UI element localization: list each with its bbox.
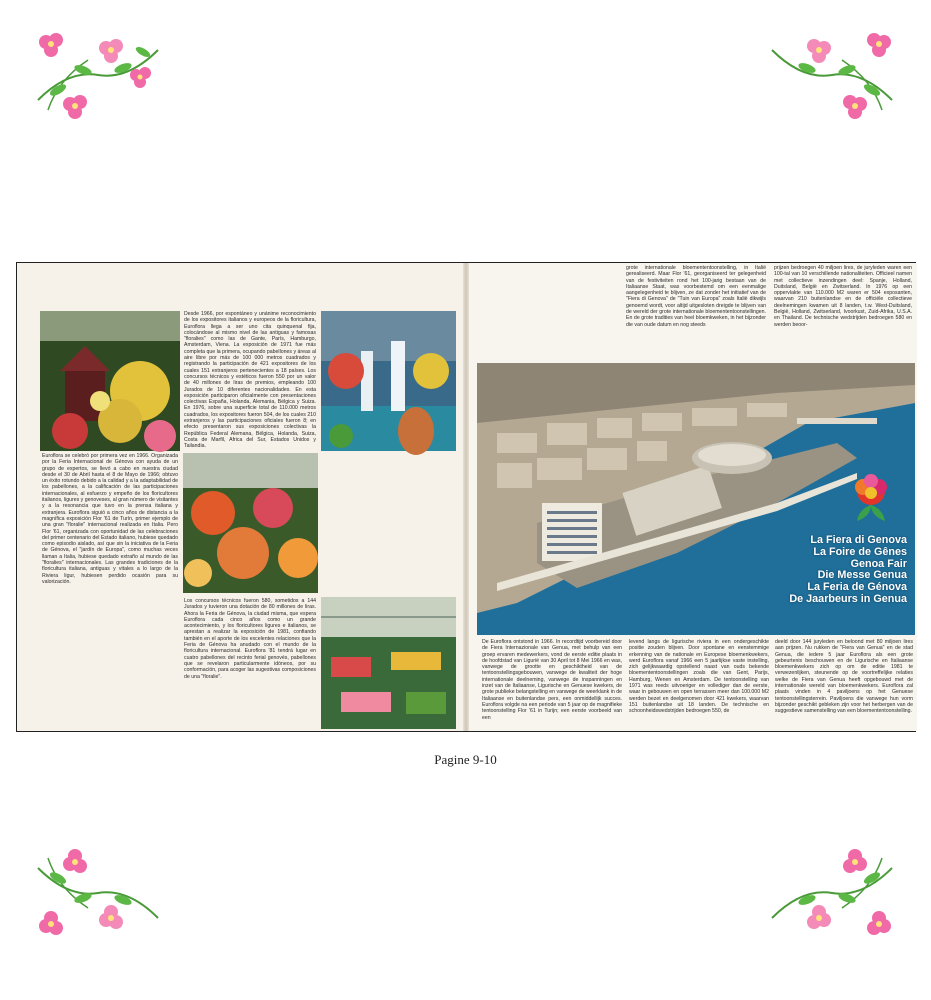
magazine-spread — [16, 262, 916, 732]
paragraph: grote internationale bloemententoonstelling, in Italië gerealiseerd. Maar Flor '61, georganiseerd ter gelegenheid van de festiviteiten rond het 100-jarig bestaan van de Italiaanse Staat, was voorbestemd om een eenmalige aangelegenheid te blijven, ze dat zonder het initiatief van de "Fiera di Genova" de "Tuin van Europa" zoals Italië dikwijls genoemd wordt, voor altijd uitgesloten dreigde te blijven van de wereld der grote internationale bloemententoonstellingen. En de grote tradities van heel bloemkweken, in het bijzonder die van oude datum en nog steeds — [626, 265, 766, 328]
fiera-flower-logo — [849, 473, 893, 525]
flower-corner-ornament-top-left — [28, 30, 168, 140]
paragraph: levend langs de ligurische riviera in een ondergeschikte positie zouden blijven. Door spontane en eenstemmige erkenning van de nationale en Europese bloemenkwekers, werd Euroflora vanaf 1966 een 5 jaarlijkse vaste instelling, zich gelijkwaardig opstellend naast van ouds bekende bloemententoonstellingen zoals die van Gent, Parijs, Hamburg, Wenen en Amsterdam. De tentoonstelling van 1971 was reeds uitvoeriger en vollediger dan de eerste, waar in gebouwen en open terrassen meer dan 100.000 M2 werden bezet en deelgenomen door 421 kwekers, waarvan 151 buitenlandse uit 18 landen. De technische en schoonheidswedstrijden bedroegen 550, de — [629, 639, 769, 715]
text-column-bottom-3 — [775, 639, 913, 729]
text-column-top-1 — [626, 265, 766, 361]
text-column-bottom-2 — [629, 639, 769, 729]
fair-title-german: Die Messe Genua — [817, 569, 907, 582]
fair-title-dutch: De Jaarbeurs in Genua — [789, 592, 907, 605]
fair-title-english: Genoa Fair — [850, 557, 907, 570]
fair-title-spanish: La Feria de Génova — [807, 581, 907, 594]
page-gutter — [463, 263, 469, 731]
paragraph: Desde 1966, por espontáneo y unánime reconocimiento de los expositores italianos y europeos de la floricultura, Euroflora llega a ser uno cita quinquenal fija, colocándose al mismo nivel de las antiguas y famosas "floralies" como las de Gante, París, Hamburgo, Amsterdam, Viena. La exposición de 1971 fue más completa que la primera, ocupando pabellones y áreas al aire libre por más de 100 000 metros cuadrados y registrando la participación de 421 expositores de los cuales 151 extranjeros pertenecientes a 18 países. Los concursos técnicos y estéticos fueron 550 por un valor de 40 millones de liras de premios, empleando 100 Jurados de 10 diferentes nacionalidades. En esta exposición participaron oficialmente con presentaciones colectivas España, Holanda, Alemania, Bélgica y Suiza. En 1976, sobre una superficie total de 110.000 metros cuadrados, los expositores fueron 504, de los cuales 210 extranjeros y las participaciones oficiales fueron 8; en efecto presentaron sus exposiciones colectivas la República Federal Alemana, Bélgica, Holanda, Suiza, Costa de Marfil, Africa del Sur, Estados Unidos y Tailandia. — [184, 311, 316, 450]
aerial-photo-genoa-fair — [477, 363, 915, 635]
flower-corner-ornament-bottom-right — [762, 828, 902, 938]
paragraph: De Euroflora ontstond in 1966. In recordtijd voorbereid door de Fiera Internazionale van Genua, met behulp van een groep ervaren medewerkers, vond de eerste editie plaats in de hoofdstad van Ligurië van 30 April tot 8 Mei 1966 en was, vanwege de grootte en geschiktheid van de tentoonstellingsgebouwen, vanwege de kwaliteit der hoge internationale deelneming, vanwege de inspanningen en inzet van de Italiaanse, Ligurische en Genuese kwekers, de grote publieke belangstelling en vanwege de weerklank in de Italiaanse en buitenlandse pers, een onmiddellijk succes. Euroflora volgde na een periode van 5 jaar op de magnifieke tentoonstelling Flor '61 in Turijn; een eerste voorbeeld van een — [482, 639, 622, 721]
text-column-bottom-1 — [482, 639, 622, 729]
flower-corner-ornament-bottom-left — [28, 828, 168, 938]
flower-corner-ornament-top-right — [762, 30, 902, 140]
paragraph: deeld door 144 juryleden en beloond met 80 miljoen lires aan prijzen. Nu rukken de "Fiera van Genua" en de stad Genua, die iedere 5 jaar Euroflora als een grote gebeurtenis beschouwen en de Ligurische en Italiaanse bloemenkwekers zich op om de editie 1981 te verwezenlijken, steunende op de voortreffelijke relaties welke de Fiera van Genua heeft opgebouwd met de internationale wereld van bloemenkwekers. Euroflora zal plaats vinden in 4 paviljoens op het Genuese tentoonstellingsterrein. Paviljoens die vanwege hun vorm bijzonder geschikt gebleken zijn voor het herbergen van de suggestieve samenstelling van een bloemententoonstelling. — [775, 639, 913, 715]
paragraph: Euroflora se celebró por primera vez en 1966. Organizada por la Feria Internacional de Génova con ayuda de un grupo de expertos, se llevó a cabo en nuestra ciudad desde el 30 de Abril hasta el 8 de Mayo de 1966; obtuvo un éxito rotundo debido a la calidad y a la adaptabilidad de los pabellones, a la calificación de las participaciones internacionales, al esfuerzo y empeño de los floricultores italianos, ligures y genoveses, al gran número de visitantes y a la resonancia que tuvo en la prensa italiana y extranjera. Euroflora siguió a cinco años de distancia a la magnífica exposición Flor '61 de Turín, primer ejemplo de una gran "floralie" internacional realizada en Italia. Pero Flor '61, organizada con oportunidad de las celebraciones del primer centenario del Estado italiano, hubiese quedado como episodio aislado, así que sin la iniciativa de la Feria de Génova, el "jardín de Europa", como muchas veces llaman a Italia, hubiese quedado extraño al mundo de las "floralies" internacionales. Las grandes tradiciones de la floricultura italiana, antiguas y vitales a lo largo de la Riviera ligur, hubiesen perdido ocasión para su valorización. — [42, 453, 178, 585]
photo-greenhouse-garden — [321, 597, 456, 729]
text-column-top — [184, 311, 316, 450]
photo-fountain-garden — [321, 311, 456, 451]
text-column-bottom — [184, 598, 316, 696]
paragraph: prijzen bedroegen 40 miljoen lires, de juryleden waren een 100-tal van 10 verschillende nationaliteiten. Officieel namen met collectieve inzendingen deel: Spanje, Holland, Duitsland, België en Zwitserland. In 1976 op een oppervlakte van 110.000 M2 waren er 504 exposanten, waarvan 210 buitenlandse en de officiële collectieve deelnemingen kwamen uit 8 landen, t.w. West-Duitsland, België, Holland, Zwitserland, Ivoorkust, Zuid-Afrika, U.S.A. en Thailand. De technische wedstrijden bedroegen 580 en werden beoor- — [774, 265, 912, 328]
page-caption: Pagine 9-10 — [434, 752, 497, 767]
text-column-top-2 — [774, 265, 912, 361]
fair-title-french: La Foire de Gênes — [813, 545, 907, 558]
fair-title-italian: La Fiera di Genova — [810, 534, 907, 546]
text-column-middle — [42, 453, 178, 598]
photo-flower-beds — [183, 453, 318, 593]
photo-flower-pavilion — [40, 311, 180, 451]
paragraph: Los concursos técnicos fueron 580, sometidos a 144 Jurados y tuvieron una dotación de 80 millones de liras. Ahora la Feria de Génova, la ciudad misma, que espera Euroflora cada cinco años como un grande acontecimiento, y los floricultores ligures e italianos, se aprestan a realizar la exposición de 1981, confiando también en el aporte de los excelentes relaciones que la Feria de Génova ha anudado con el mundo de la floricultura internacional. Euroflora '81 tendrá lugar en cuatro pabellones del recinto ferial genovés, pabellones que se revelaron particularmente idóneos, por su conformación, para acoger las sugestivas composiciones de una "floralie". — [184, 598, 316, 680]
fair-title-list — [789, 535, 907, 606]
